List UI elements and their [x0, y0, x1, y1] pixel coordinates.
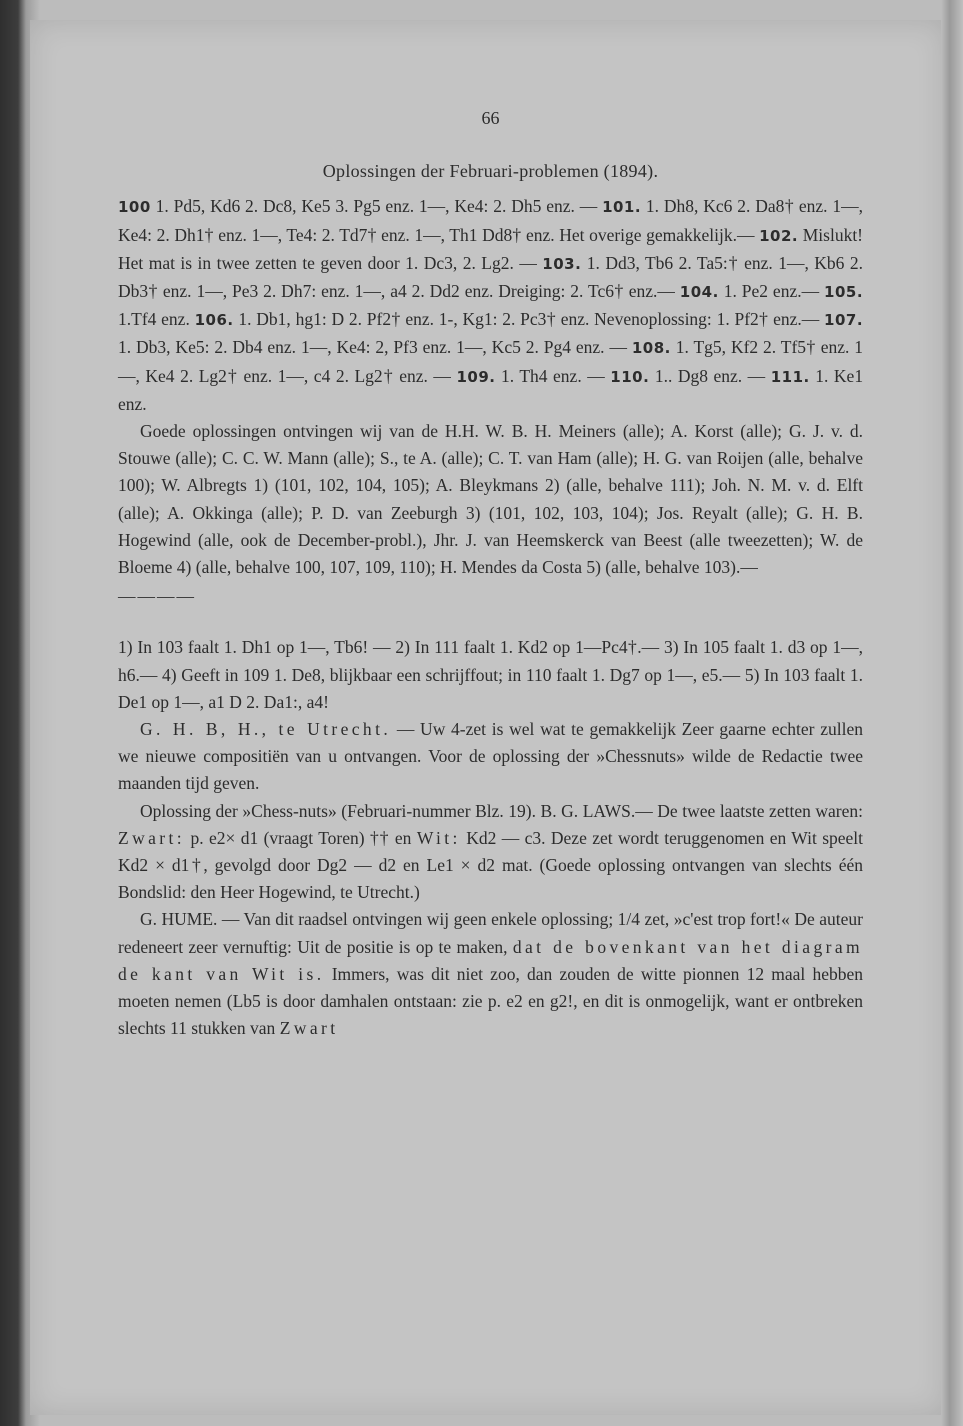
problem-number: 107. [824, 311, 864, 330]
wit-label: Wit: [416, 827, 461, 848]
hume-paragraph [118, 906, 863, 1042]
reply-text: — Uw 4-zet is wel wat te gemakkelijk Zeer gaarne echter zullen we nieuwe compositiën van u ontvangen. Voor de oplossing der »Chessnuts» wilde de Redactie twee maanden tijd geven. [118, 719, 863, 794]
page-edge [941, 0, 963, 1426]
solution-text: 1. Pe2 enz.— [723, 281, 820, 302]
problem-number: 104. [679, 283, 719, 302]
solution-text: 1.Tf4 enz. [118, 309, 190, 330]
chessnuts-text-c: Kd2 — c3. Deze zet wordt teruggenomen en Wit speelt Kd2 × d1†, gevolgd door Dg2 — d2 en Le1 × d2 mat. (Goede oplossing ontvangen van slechts één Bondslid: den Heer Hogewind, te Utrecht.) [118, 827, 864, 903]
hume-emphasis: dat de bovenkant van het diagram de kant van Wit is. [118, 936, 864, 984]
chessnuts-text-a: Oplossing der »Chess-nuts» (Februari-nummer Blz. 19). B. G. LAWS.— De twee laatste zetten waren: [140, 800, 863, 821]
solution-text: 1. Dd3, Tb6 2. Ta5:† enz. 1—, Kb6 2. Db3† enz. 1—, Pe3 2. Dh7: enz. 1—, a4 2. Dd2 enz. Dreiging: 2. Tc6† enz.— [118, 252, 863, 302]
problem-number: 103. [542, 254, 582, 273]
reply-recipient: G. H. B, H., te Utrecht. [140, 719, 392, 740]
problem-number: 105. [824, 283, 864, 302]
problem-number: 108. [631, 339, 671, 358]
chessnuts-text-b: p. e2× d1 (vraagt Toren) †† en [190, 827, 412, 848]
solution-text: 1. Pd5, Kd6 2. Dc8, Ke5 3. Pg5 enz. 1—, Ke4: 2. Dh5 enz. — [155, 196, 598, 217]
zwart-label: Zwart: [118, 827, 186, 848]
reply-paragraph [118, 716, 863, 798]
problem-number: 101. [602, 198, 642, 217]
solution-text: 1.. Dg8 enz. — [654, 365, 766, 386]
solution-text: 1. Ke1 enz. [118, 365, 864, 414]
notes-section [118, 634, 863, 1042]
problem-number: 106. [194, 311, 234, 330]
solvers-paragraph: Goede oplossingen ontvingen wij van de H.H. W. B. H. Meiners (alle); A. Korst (alle); G. J. v. d. Stouwe (alle); C. C. W. Mann (alle); S., te A. (alle); C. T. van Ham (alle); H. G. van Roijen (alle, behalve 100); W. Albregts 1) (101, 102, 104, 105); A. Bleykmans 2) (alle, behalve 111); Joh. N. M. v. d. Elft (alle); A. Okkinga (alle); P. D. van Zeeburgh 3) (101, 102, 103, 104); Jos. Reyalt (alle); G. H. B. Hogewind (alle, ook de December-probl.), Jhr. J. van Heemskerck van Beest (alle tweezetten); W. de Bloeme 4) (alle, behalve 100, 107, 109, 110); H. Mendes da Costa 5) (alle, behalve 103).— [118, 421, 863, 578]
chessnuts-paragraph [118, 798, 863, 907]
problem-number: 111. [770, 367, 810, 386]
hume-text-b: Immers, was dit niet zoo, dan zouden de witte pionnen 12 maal hebben moeten nemen (Lb5 is door damhalen ontstaan: zie p. e2 en g2!, en dit is onmogelijk, want er ontbreken slechts 11 stukken van [118, 963, 864, 1039]
hume-text-a: G. HUME. — Van dit raadsel ontvingen wij geen enkele oplossing; 1/4 zet, »c'est trop fort!« De auteur redeneert zeer vernuftig: Uit de positie is op te maken, [118, 909, 863, 957]
page-content [118, 105, 863, 1043]
problem-number: 110. [610, 367, 650, 386]
section-heading: Oplossingen der Februari-problemen (1894). [322, 161, 659, 182]
problem-number: 102. [759, 226, 799, 245]
page-number: 66 [481, 108, 500, 128]
footnotes-paragraph: 1) In 103 faalt 1. Dh1 op 1—, Tb6! — 2) In 111 faalt 1. Kd2 op 1—Pc4†.— 3) In 105 faalt 1. d3 op 1—, h6.— 4) Geeft in 109 1. De8, blijkbaar een schrijffout; in 110 faalt 1. Dg7 op 1—, e5.— 5) In 103 faalt 1. De1 op 1—, a1 D 2. Da1:, a4! [118, 637, 863, 712]
solutions-paragraph [118, 193, 863, 418]
solution-text: 1. Db3, Ke5: 2. Db4 enz. 1—, Ke4: 2, Pf3 enz. 1—, Kc5 2. Pg4 enz. — [118, 337, 627, 358]
problem-number: 109. [456, 367, 496, 386]
hume-end: Zwart [279, 1018, 339, 1039]
solution-text: 1. Dh8, Kc6 2. Da8† enz. 1—, Ke4: 2. Dh1† enz. 1—, Te4: 2. Td7† enz. 1—, Th1 Dd8† enz. Het overige gemakkelijk.— [118, 196, 864, 245]
solution-text: 1. Th4 enz. — [501, 365, 605, 386]
solution-text: 1. Db1, hg1: D 2. Pf2† enz. 1-, Kg1: 2. Pc3† enz. Nevenoplossing: 1. Pf2† enz.— [238, 309, 820, 330]
problem-number: 100 [118, 198, 151, 217]
separator-rule: ———— [118, 586, 196, 607]
solution-text: Mislukt! Het mat is in twee zetten te geven door 1. Dc3, 2. Lg2. — [118, 224, 864, 273]
solution-text: 1. Tg5, Kf2 2. Tf5† enz. 1—, Ke4 2. Lg2† enz. 1—, c4 2. Lg2† enz. — [118, 337, 864, 386]
